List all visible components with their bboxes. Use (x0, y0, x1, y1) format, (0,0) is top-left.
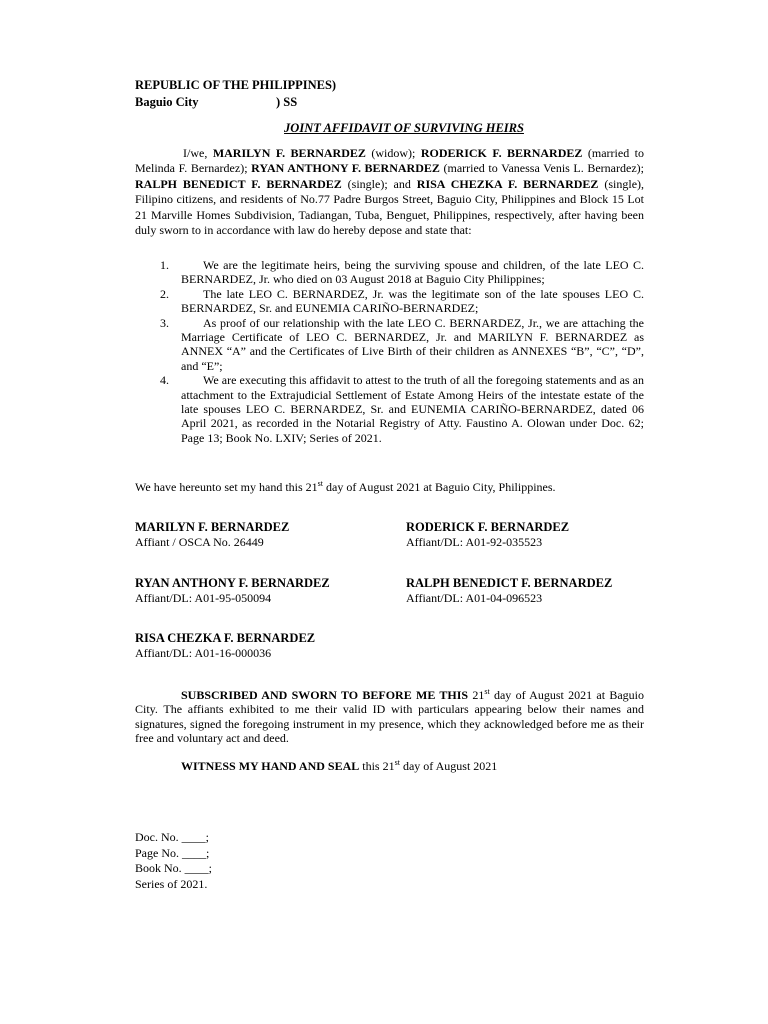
jurat-paragraph (135, 688, 644, 746)
doc-no: Doc. No. ____; (135, 830, 209, 844)
intro-text-3: (married to Melinda F. Bernardez); (135, 146, 645, 176)
venue-city (135, 95, 435, 110)
conclusion-ordinal: st (317, 479, 323, 488)
signatory-name: RYAN ANTHONY F. BERNARDEZ (135, 576, 330, 590)
witness-line (181, 759, 497, 774)
signatory-name: RODERICK F. BERNARDEZ (406, 520, 570, 534)
item-text: We are executing this affidavit to attest to the truth of all the foregoing statements and as an attachment to the Extrajudicial Settlement of Estate Among Heirs of the intestate estate of the late spouses LEO C. BERNARDEZ, Sr. and EUNEMIA CARIÑO-BERNARDEZ, dated 06 April 2021, as recorded in the Notarial Registry of Atty. Faustino A. Olowan under Doc. 62; Page 13; Book No. LXIV; Series of 2021. (181, 373, 644, 445)
signature-block (135, 520, 289, 550)
jurat-text: 21 (468, 688, 485, 702)
list-item (135, 373, 644, 445)
witness-text-end: day of August 2021 (399, 759, 498, 773)
item-text: We are the legitimate heirs, being the surviving spouse and children, of the late LEO C. BERNARDEZ, Jr. who died on 03 August 2018 at Baguio City Philippines; (181, 258, 644, 287)
heir-name-5: RISA CHEZKA F. BERNARDEZ (416, 176, 599, 191)
intro-paragraph (135, 146, 644, 238)
item-text: The late LEO C. BERNARDEZ, Jr. was the legitimate son of the late spouses LEO C. BERNARDEZ, Sr. and EUNEMIA CARIÑO-BERNARDEZ; (181, 286, 644, 316)
signatory-id: Affiant / OSCA No. 26449 (135, 535, 264, 549)
signatory-id: Affiant/DL: A01-04-096523 (406, 591, 543, 605)
conclusion-text: We have hereunto set my hand this 21 (135, 480, 318, 494)
item-number: 3. (160, 315, 169, 330)
list-item (135, 287, 644, 316)
item-number: 2. (160, 286, 169, 301)
witness-text: this 21 (359, 759, 395, 773)
signature-block (135, 631, 315, 661)
list-item (135, 258, 644, 287)
heir-name-1: MARILYN F. BERNARDEZ (212, 146, 366, 160)
intro-text-5: (single); and (341, 176, 417, 191)
jurat-ordinal: st (484, 687, 490, 696)
statements-list (135, 258, 644, 445)
item-number: 4. (160, 373, 169, 388)
list-item (135, 316, 644, 374)
item-text: As proof of our relationship with the late LEO C. BERNARDEZ, Jr., we are attaching the Marriage Certificate of LEO C. BERNARDEZ, Jr. and MARILYN F. BERNARDEZ as ANNEX “A” and the Certificates of Live Birth of their children as ANNEXES “B”, “C”, “D”, and “E”; (181, 315, 644, 373)
signatory-id: Affiant/DL: A01-95-050094 (135, 591, 272, 605)
conclusion-text-end: day of August 2021 at Baguio City, Philippines. (323, 480, 556, 494)
venue-republic: REPUBLIC OF THE PHILIPPINES) (135, 78, 337, 92)
venue-city-name: Baguio City (135, 95, 199, 109)
heir-name-3: RYAN ANTHONY F. BERNARDEZ (251, 161, 440, 176)
item-number: 1. (160, 258, 169, 272)
heir-name-2: RODERICK F. BERNARDEZ (420, 146, 583, 160)
book-no: Book No. ____; (135, 861, 213, 876)
witness-lead: WITNESS MY HAND AND SEAL (181, 759, 360, 773)
intro-text-1: I/we, (183, 146, 213, 160)
signatory-id: Affiant/DL: A01-16-000036 (135, 646, 272, 660)
intro-text-4: (married to Vanessa Venis L. Bernardez); (439, 161, 644, 176)
jurat-text-end: day of August 2021 at Baguio City. The affiants exhibited to me their valid ID with particulars appearing below their names and signatures, signed the foregoing instrument in my presence, which they acknowledged before me as their free and voluntary act and deed. (135, 688, 644, 746)
notarial-register (135, 830, 212, 892)
heir-name-4: RALPH BENEDICT F. BERNARDEZ (135, 176, 342, 191)
page-no: Page No. ____; (135, 845, 210, 860)
witness-ordinal: st (394, 758, 400, 767)
signatory-name: RISA CHEZKA F. BERNARDEZ (135, 631, 316, 645)
signature-block (135, 576, 330, 606)
conclusion-line (135, 480, 655, 495)
signature-block (406, 576, 612, 606)
signatory-name: MARILYN F. BERNARDEZ (135, 520, 290, 534)
venue-ss: ) SS (276, 95, 298, 109)
series-year: Series of 2021. (135, 876, 208, 891)
signatory-name: RALPH BENEDICT F. BERNARDEZ (406, 576, 613, 590)
document-title: JOINT AFFIDAVIT OF SURVIVING HEIRS (284, 121, 524, 135)
signature-block (406, 520, 569, 550)
intro-text-6: (single), Filipino citizens, and residents of No.77 Padre Burgos Street, Baguio City, Philippines and Block 15 Lot 21 Marville Homes Subdivision, Tadiangan, Tuba, Benguet, Philippines, respectively, after having been duly sworn to in accordance with law do hereby depose and state that: (135, 176, 645, 238)
intro-text-2: (widow); (365, 146, 421, 160)
jurat-lead: SUBSCRIBED AND SWORN TO BEFORE ME THIS (181, 688, 469, 702)
signatory-id: Affiant/DL: A01-92-035523 (406, 535, 543, 549)
